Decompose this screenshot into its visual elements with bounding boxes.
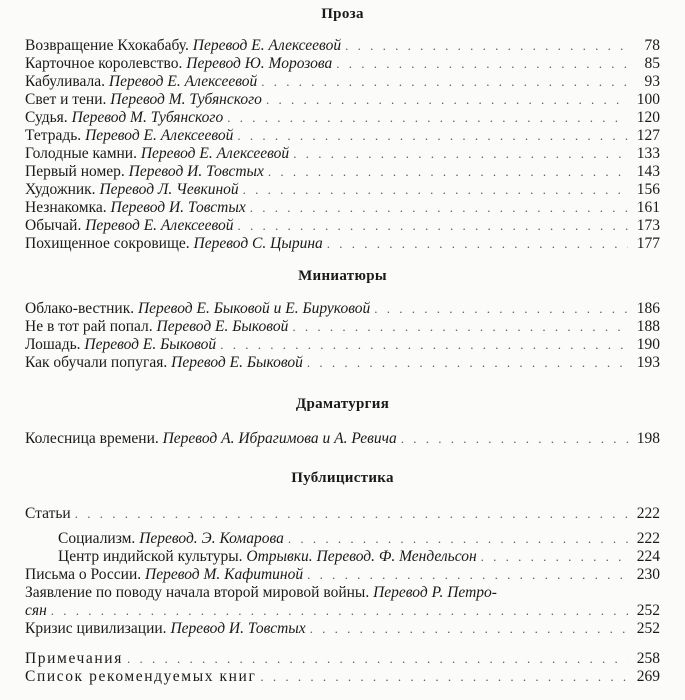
- dot-leader: [220, 337, 628, 353]
- dot-leader: [250, 200, 628, 216]
- toc-entry[interactable]: Возвращение Кхокабабу. Перевод Е. Алексеевой . . . 78: [25, 37, 660, 56]
- dot-leader: [237, 128, 628, 144]
- page-number: 230: [636, 566, 660, 583]
- section-title-miniatures: Миниатюры: [298, 268, 387, 284]
- dot-leader: [345, 38, 628, 54]
- dot-leader: [327, 236, 628, 252]
- toc-entry[interactable]: Кабуливала. Перевод Е. Алексеевой . . . 93: [25, 73, 660, 92]
- toc-entry[interactable]: Колесница времени. Перевод А. Ибрагимова и А. Ревича . . . 198: [25, 430, 660, 449]
- toc-entry[interactable]: Как обучали попугая. Перевод Е. Быковой . . . 193: [25, 354, 660, 373]
- toc-entry-notes[interactable]: Примечания . . . 258: [25, 650, 660, 669]
- dot-leader: [307, 355, 628, 371]
- page-number: 258: [636, 650, 660, 667]
- toc-entry[interactable]: Кризис цивилизации. Перевод И. Товстых . . . 252: [25, 620, 660, 639]
- toc-entry-first-line[interactable]: Заявление по поводу начала второй мировой войны. Перевод Р. Петро-: [25, 584, 497, 601]
- toc-entry[interactable]: Облако-вестник. Перевод Е. Быковой и Е. Бируковой . . . 186: [25, 300, 660, 319]
- page-number: 224: [636, 548, 660, 565]
- page-number: 173: [636, 217, 660, 234]
- page-number: 252: [636, 602, 660, 619]
- dot-leader: [401, 431, 628, 447]
- toc-entry[interactable]: Социализм. Перевод. Э. Комарова . . . 222: [58, 530, 660, 549]
- dot-leader: [75, 506, 628, 522]
- toc-entry[interactable]: Тетрадь. Перевод Е. Алексеевой . . . 127: [25, 127, 660, 146]
- page-number: 120: [636, 109, 660, 126]
- toc-entry[interactable]: Не в тот рай попал. Перевод Е. Быковой . . . 188: [25, 318, 660, 337]
- page-number: 198: [636, 430, 660, 447]
- dot-leader: [307, 567, 628, 583]
- toc-entry[interactable]: Художник. Перевод Л. Чевкиной . . . 156: [25, 181, 660, 200]
- toc-entry[interactable]: Письма о России. Перевод М. Кафитиной . . . 230: [25, 566, 660, 585]
- dot-leader: [243, 182, 628, 198]
- dot-leader: [227, 110, 628, 126]
- page-number: 252: [636, 620, 660, 637]
- page-number: 100: [636, 91, 660, 108]
- toc-entry[interactable]: Центр индийской культуры. Отрывки. Перевод. Ф. Мендельсон . . . 224: [58, 548, 660, 567]
- toc-entry[interactable]: Карточное королевство. Перевод Ю. Морозова . . . 85: [25, 55, 660, 74]
- toc-entry[interactable]: Судья. Перевод М. Тубянского . . . 120: [25, 109, 660, 128]
- dot-leader: [293, 146, 628, 162]
- toc-entry-continuation[interactable]: сян . . . 252: [25, 602, 660, 621]
- section-title-journalism: Публицистика: [291, 470, 394, 486]
- dot-leader: [292, 319, 628, 335]
- section-title-prose: Проза: [321, 6, 364, 22]
- page-number: 127: [636, 127, 660, 144]
- page-number: 156: [636, 181, 660, 198]
- page-number: 188: [636, 318, 660, 335]
- page-number: 222: [636, 505, 660, 522]
- page-number: 190: [636, 336, 660, 353]
- dot-leader: [238, 218, 628, 234]
- dot-leader: [260, 669, 628, 685]
- section-title-drama: Драматургия: [295, 396, 390, 412]
- toc-entry[interactable]: Обычай. Перевод Е. Алексеевой . . . 173: [25, 217, 660, 236]
- dot-leader: [268, 164, 628, 180]
- toc-entry[interactable]: Похищенное сокровище. Перевод С. Цырина . . . 177: [25, 235, 660, 254]
- dot-leader: [127, 651, 628, 667]
- page-number: 93: [644, 73, 660, 90]
- toc-entry[interactable]: Незнакомка. Перевод И. Товстых . . . 161: [25, 199, 660, 218]
- page-number: 85: [644, 55, 660, 72]
- dot-leader: [288, 531, 628, 547]
- page-number: 177: [636, 235, 660, 252]
- page-number: 269: [636, 668, 660, 685]
- page-number: 133: [636, 145, 660, 162]
- dot-leader: [261, 74, 628, 90]
- dot-leader: [481, 549, 628, 565]
- page-number: 186: [636, 300, 660, 317]
- page-number: 222: [636, 530, 660, 547]
- dot-leader: [336, 56, 628, 72]
- toc-entry[interactable]: Голодные камни. Перевод Е. Алексеевой . . . 133: [25, 145, 660, 164]
- toc-entry[interactable]: Статьи . . . 222: [25, 505, 660, 524]
- toc-entry-reading-list[interactable]: Список рекомендуемых книг . . . 269: [25, 668, 660, 687]
- page-number: 161: [636, 199, 660, 216]
- page-number: 193: [636, 354, 660, 371]
- page-number: 143: [636, 163, 660, 180]
- dot-leader: [374, 301, 628, 317]
- dot-leader: [51, 603, 628, 619]
- page-number: 78: [644, 37, 660, 54]
- toc-entry[interactable]: Первый номер. Перевод И. Товстых . . . 143: [25, 163, 660, 182]
- dot-leader: [310, 621, 628, 637]
- toc-entry[interactable]: Лошадь. Перевод Е. Быковой . . . 190: [25, 336, 660, 355]
- dot-leader: [266, 92, 628, 108]
- toc-entry[interactable]: Свет и тени. Перевод М. Тубянского . . . 100: [25, 91, 660, 110]
